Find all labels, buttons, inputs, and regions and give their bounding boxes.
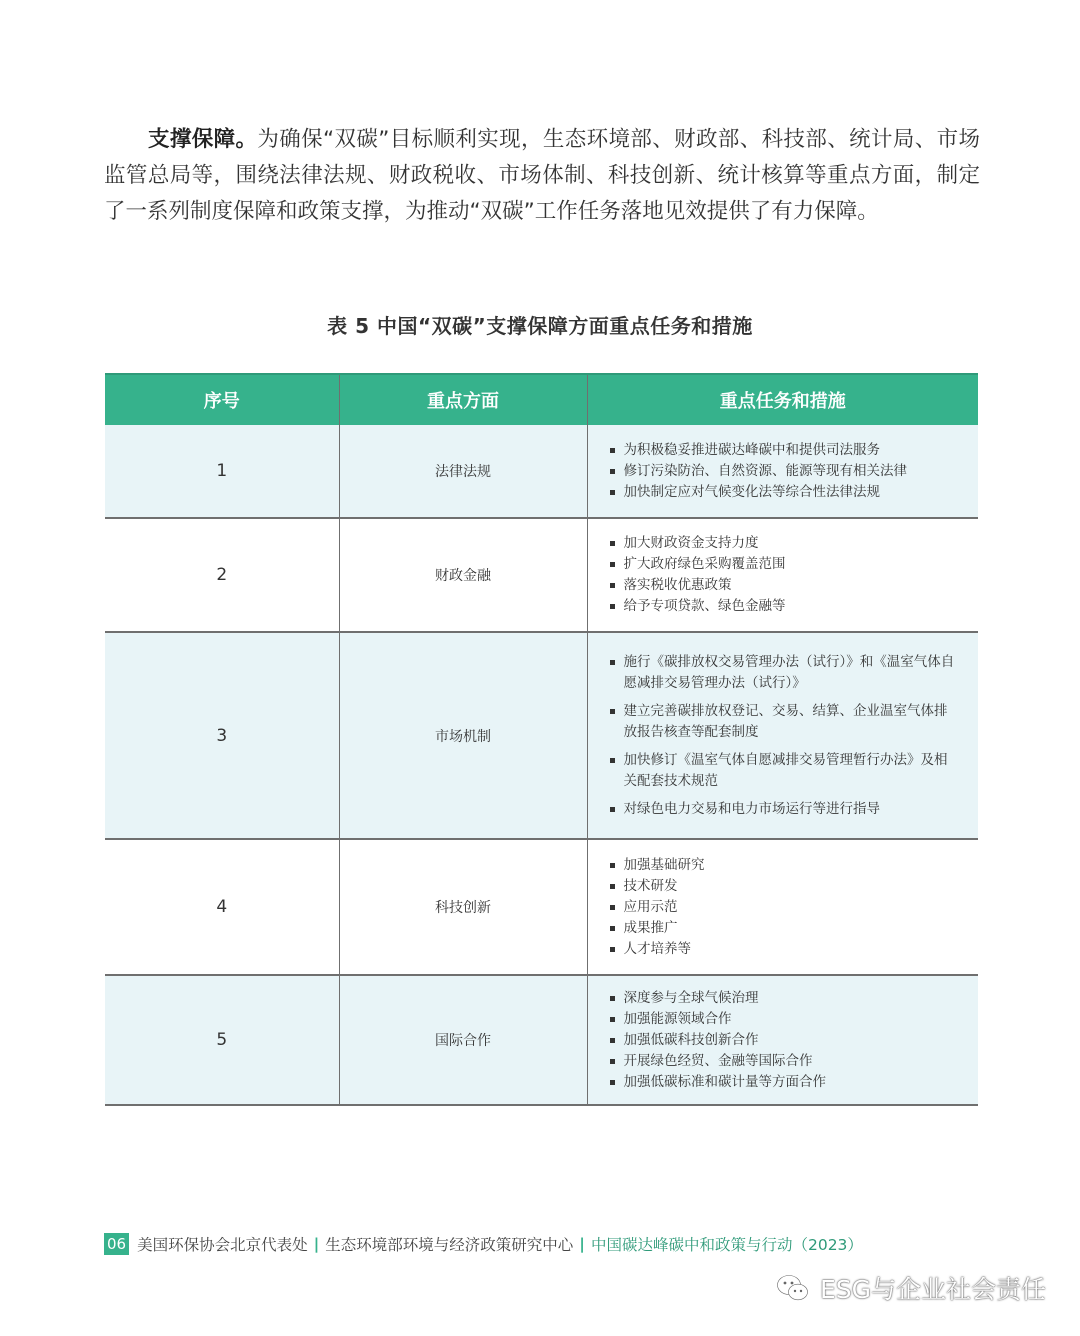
task-item: 加强低碳标准和碳计量等方面合作: [610, 1072, 959, 1093]
row-aspect: 国际合作: [339, 975, 587, 1105]
measures-table: [105, 373, 978, 1106]
footer-separator: |: [313, 1235, 320, 1253]
task-item: 建立完善碳排放权登记、交易、结算、企业温室气体排放报告核查等配套制度: [610, 701, 959, 743]
task-item: 深度参与全球气候治理: [610, 988, 959, 1009]
footer-org1: 美国环保协会北京代表处: [137, 1236, 308, 1254]
table-row: [105, 839, 978, 975]
task-item: 加快修订《温室气体自愿减排交易管理暂行办法》及相关配套技术规范: [610, 750, 959, 792]
task-item: 扩大政府绿色采购覆盖范围: [610, 554, 959, 575]
row-tasks: [587, 839, 978, 975]
row-aspect: 财政金融: [339, 518, 587, 632]
row-num: 3: [105, 632, 339, 839]
task-item: 给予专项贷款、绿色金融等: [610, 596, 959, 617]
task-item: 加强基础研究: [610, 855, 959, 876]
task-item: 为积极稳妥推进碳达峰碳中和提供司法服务: [610, 440, 959, 461]
row-num: 2: [105, 518, 339, 632]
page-number: 06: [104, 1233, 129, 1255]
table-row: [105, 518, 978, 632]
task-item: 应用示范: [610, 897, 959, 918]
table-row: [105, 975, 978, 1105]
header-num: 序号: [105, 374, 339, 425]
task-item: 技术研发: [610, 876, 959, 897]
task-item: 修订污染防治、自然资源、能源等现有相关法律: [610, 461, 959, 482]
row-tasks: [587, 425, 978, 518]
footer-org2: 生态环境部环境与经济政策研究中心: [325, 1236, 574, 1254]
intro-text: 为确保“双碳”目标顺利实现，生态环境部、财政部、科技部、统计局、市场监管总局等，围绕法律法规、财政税收、市场体制、科技创新、统计核算等重点方面，制定了一系列制度保障和政策支撑，为推动“双碳”工作任务落地见效提供了有力保障。: [104, 127, 980, 224]
task-item: 加强能源领域合作: [610, 1009, 959, 1030]
table-header-row: [105, 374, 978, 425]
watermark: [776, 1268, 1046, 1308]
table-row: [105, 425, 978, 518]
row-aspect: 科技创新: [339, 839, 587, 975]
row-tasks: [587, 518, 978, 632]
task-item: 加强低碳科技创新合作: [610, 1030, 959, 1051]
task-item: 成果推广: [610, 918, 959, 939]
task-item: 施行《碳排放权交易管理办法（试行）》和《温室气体自愿减排交易管理办法（试行）》: [610, 652, 959, 694]
header-aspect: 重点方面: [339, 374, 587, 425]
row-tasks: [587, 975, 978, 1105]
row-num: 1: [105, 425, 339, 518]
header-tasks: 重点任务和措施: [587, 374, 978, 425]
task-item: 人才培养等: [610, 939, 959, 960]
intro-bold-lead: 支撑保障。: [148, 127, 258, 152]
task-item: 对绿色电力交易和电力市场运行等进行指导: [610, 799, 959, 820]
watermark-text: ESG与企业社会责任: [819, 1275, 1046, 1304]
wechat-icon: [776, 1273, 810, 1303]
page-footer: [104, 1232, 863, 1256]
row-tasks: [587, 632, 978, 839]
intro-paragraph: [104, 122, 980, 230]
task-item: 落实税收优惠政策: [610, 575, 959, 596]
task-item: 开展绿色经贸、金融等国际合作: [610, 1051, 959, 1072]
task-item: 加快制定应对气候变化法等综合性法律法规: [610, 482, 959, 503]
task-item: 加大财政资金支持力度: [610, 533, 959, 554]
table-row: [105, 632, 978, 839]
table-title: 表 5 中国“双碳”支撑保障方面重点任务和措施: [327, 314, 753, 338]
row-num: 4: [105, 839, 339, 975]
footer-report-title: 中国碳达峰碳中和政策与行动（2023）: [590, 1236, 863, 1254]
row-aspect: 市场机制: [339, 632, 587, 839]
row-aspect: 法律法规: [339, 425, 587, 518]
footer-separator: |: [579, 1235, 585, 1253]
row-num: 5: [105, 975, 339, 1105]
